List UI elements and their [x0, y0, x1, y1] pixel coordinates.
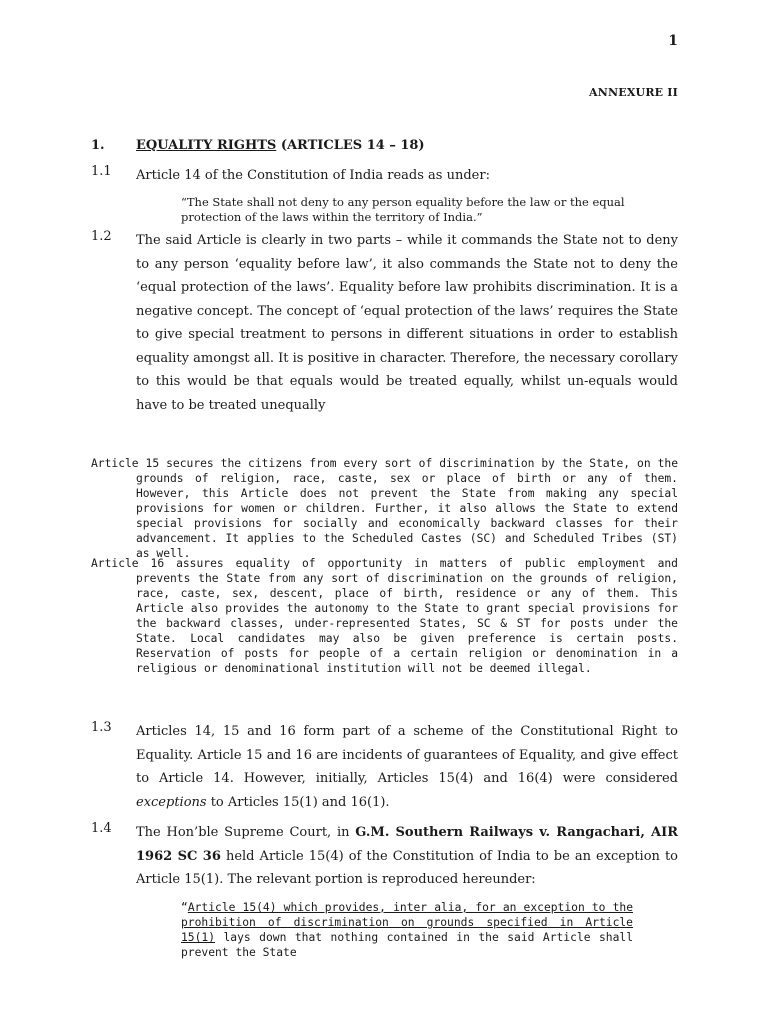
- section-title-underlined: EQUALITY RIGHTS: [136, 138, 277, 153]
- page-number: 1: [668, 33, 678, 49]
- paragraph-number: 1.2: [91, 229, 112, 244]
- text-segment: Articles 14, 15 and 16 form part of a scheme of the Constitutional Right to Equality. Article 15 and 16 are incidents of guarantees of Equality, and give effect to Article 14. However, initially, Articles 15(4) and 16(4) were considered: [136, 724, 678, 786]
- paragraph-number: 1.4: [91, 821, 112, 836]
- rangachari-quote: [181, 900, 633, 960]
- article-14-quote: “The State shall not deny to any person equality before the law or the equal protection of the laws within the territory of India.”: [181, 195, 625, 224]
- paragraph-1-1: [91, 164, 678, 188]
- paragraph-1-4: [91, 821, 678, 892]
- case-citation: G.M. Southern Railways v. Rangachari, AIR 1962 SC 36: [136, 825, 678, 864]
- quote-mark: “: [181, 901, 188, 914]
- text-segment: held Article 15(4) of the Constitution of India to be an exception to Article 15(1). The relevant portion is reproduced hereunder:: [136, 848, 678, 887]
- paragraph-text: [136, 821, 678, 892]
- text-segment: The Hon’ble Supreme Court, in: [136, 825, 356, 840]
- annexure-label: ANNEXURE II: [588, 86, 678, 99]
- paragraph-1-2: [91, 229, 678, 417]
- paragraph-text: The said Article is clearly in two parts – while it commands the State not to deny to any person ‘equality before law’, it also commands the State not to deny the ‘equal protection of the laws’. Equality before law prohibits discrimination. It is a negative concept. The concept of ‘equal protection of the laws’ requires the State to give special treatment to persons in different situations in order to establish equality amongst all. It is positive in character. Therefore, the necessary corollary to this would be that equals would be treated equally, whilst un-equals would have to be treated unequally: [136, 233, 678, 413]
- section-title: [136, 138, 425, 153]
- article-16-summary: Article 16 assures equality of opportunity in matters of public employment and prevents the State from any sort of discrimination on the grounds of religion, race, caste, sex, descent, place of birth, residence or any of them. This Article also provides the autonomy to the State to grant special provisions for the backward classes, under-represented States, SC & ST for posts under the State. Local candidates may also be given preference is certain posts. Reservation of posts for people of a certain religion or denomination in a religious or denominational institution will not be deemed illegal.: [91, 557, 678, 675]
- underlined-quote-text: Article 15(4) which provides, inter alia, for an exception to the prohibition of discrimination on grounds specified in Article 15(1): [181, 901, 633, 944]
- paragraph-text: [136, 720, 678, 814]
- italic-text: exceptions: [136, 794, 207, 810]
- section-heading: [91, 138, 691, 153]
- text-segment: to Articles 15(1) and 16(1).: [206, 794, 390, 810]
- paragraph-number: 1.1: [91, 164, 112, 179]
- paragraph-text: Article 14 of the Constitution of India reads as under:: [136, 168, 490, 183]
- paragraph-number: 1.3: [91, 720, 112, 735]
- paragraph-1-3: [91, 720, 678, 814]
- section-number: 1.: [91, 138, 105, 153]
- section-title-rest: (ARTICLES 14 – 18): [276, 138, 425, 153]
- article-15-summary: Article 15 secures the citizens from every sort of discrimination by the State, on the grounds of religion, race, caste, sex or place of birth or any of them. However, this Article does not prevent the State from making any special provisions for women or children. Further, it also allows the State to extend special provisions for socially and economically backward classes for their advancement. It applies to the Scheduled Castes (SC) and Scheduled Tribes (ST) as well.: [91, 457, 678, 560]
- quote-text: lays down that nothing contained in the said Article shall prevent the State: [181, 931, 633, 959]
